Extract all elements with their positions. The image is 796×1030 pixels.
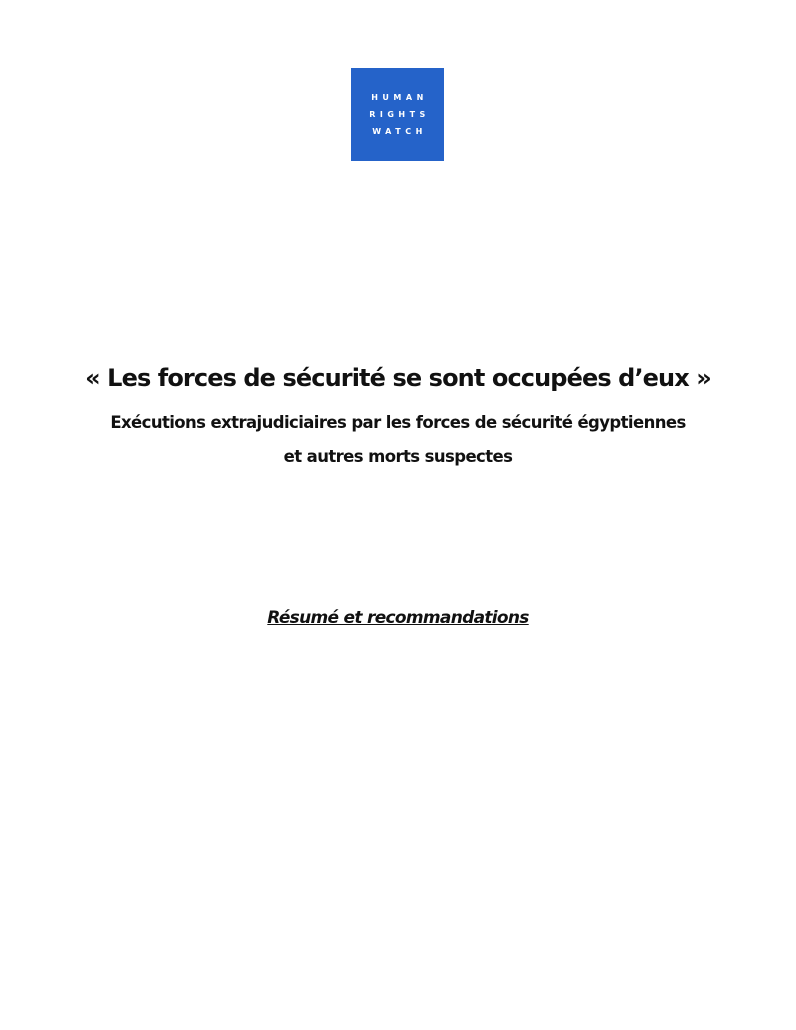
document-subtitle-line-1: Exécutions extrajudiciaires par les forces de sécurité égyptiennes <box>110 413 686 432</box>
hrw-logo <box>351 68 444 161</box>
document-title: « Les forces de sécurité se sont occupées d’eux » <box>85 364 711 392</box>
logo-line-human: HUMAN <box>371 93 428 102</box>
logo-line-rights: RIGHTS <box>369 110 430 119</box>
summary-section-heading[interactable]: Résumé et recommandations <box>267 608 529 628</box>
document-subtitle-line-2: et autres morts suspectes <box>283 447 513 466</box>
logo-line-watch: WATCH <box>372 127 427 136</box>
